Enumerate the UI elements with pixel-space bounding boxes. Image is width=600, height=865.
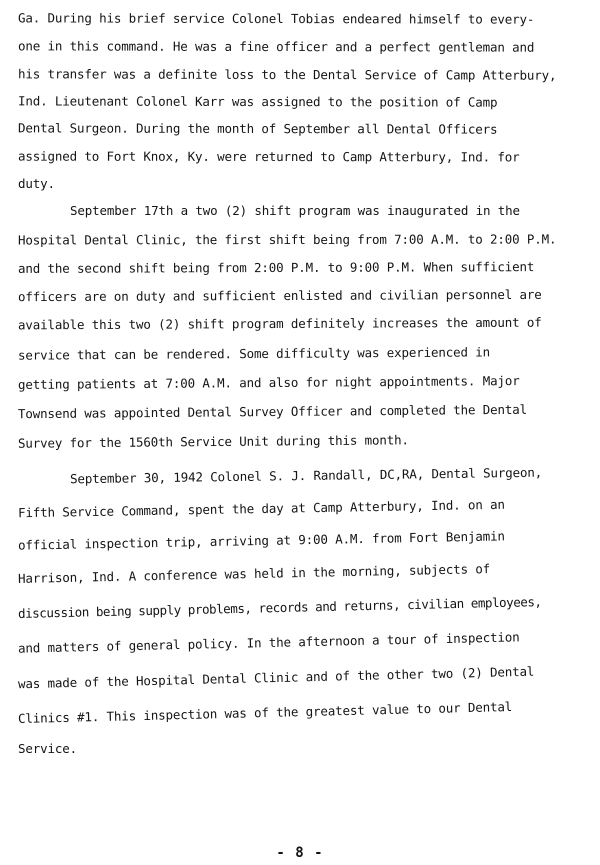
text-line: official inspection trip, arriving at 9:00 A.M. from Fort Benjamin	[17, 528, 505, 553]
text-line: available this two (2) shift program definitely increases the amount of	[17, 314, 542, 333]
text-line: Survey for the 1560th Service Unit during this month.	[17, 432, 409, 451]
text-line: September 30, 1942 Colonel S. J. Randall, DC,RA, Dental Surgeon,	[69, 464, 543, 487]
text-line: officers are on duty and sufficient enlisted and civilian personnel are	[17, 286, 542, 305]
text-line: discussion being supply problems, records and returns, civilian employees,	[17, 594, 542, 621]
text-line: getting patients at 7:00 A.M. and also for night appointments. Major	[17, 373, 520, 392]
text-line: Clinics #1. This inspection was of the greatest value to our Dental	[17, 698, 513, 727]
text-line: September 17th a two (2) shift program was inaugurated in the	[70, 203, 520, 218]
text-line: Ind. Lieutenant Colonel Karr was assigned to the position of Camp	[17, 93, 498, 110]
text-line: Townsend was appointed Dental Survey Officer and completed the Dental	[17, 401, 527, 422]
text-line: Ga. During his brief service Colonel Tobias endeared himself to every-	[17, 10, 535, 27]
text-line: and the second shift being from 2:00 P.M. to 9:00 P.M. When sufficient	[17, 259, 535, 276]
text-line: service that can be rendered. Some difficulty was experienced in	[17, 344, 491, 363]
text-line: and matters of general policy. In the afternoon a tour of inspection	[17, 629, 520, 656]
text-line: Dental Surgeon. During the month of September all Dental Officers	[17, 120, 498, 137]
text-line: Hospital Dental Clinic, the first shift being from 7:00 A.M. to 2:00 P.M.	[17, 231, 557, 248]
text-line: Fifth Service Command, spent the day at Camp Atterbury, Ind. on an	[17, 496, 505, 521]
text-line: duty.	[18, 176, 55, 191]
text-line: Harrison, Ind. A conference was held in the morning, subjects of	[17, 561, 491, 586]
text-line: Service.	[18, 741, 78, 756]
text-line: one in this command. He was a fine officer and a perfect gentleman and	[17, 38, 535, 55]
text-line: assigned to Fort Knox, Ky. were returned to Camp Atterbury, Ind. for	[17, 148, 520, 165]
page-number: - 8 -	[276, 845, 324, 861]
text-line: his transfer was a definite loss to the Dental Service of Camp Atterbury,	[17, 66, 557, 83]
text-line: was made of the Hospital Dental Clinic and of the other two (2) Dental	[17, 663, 535, 692]
